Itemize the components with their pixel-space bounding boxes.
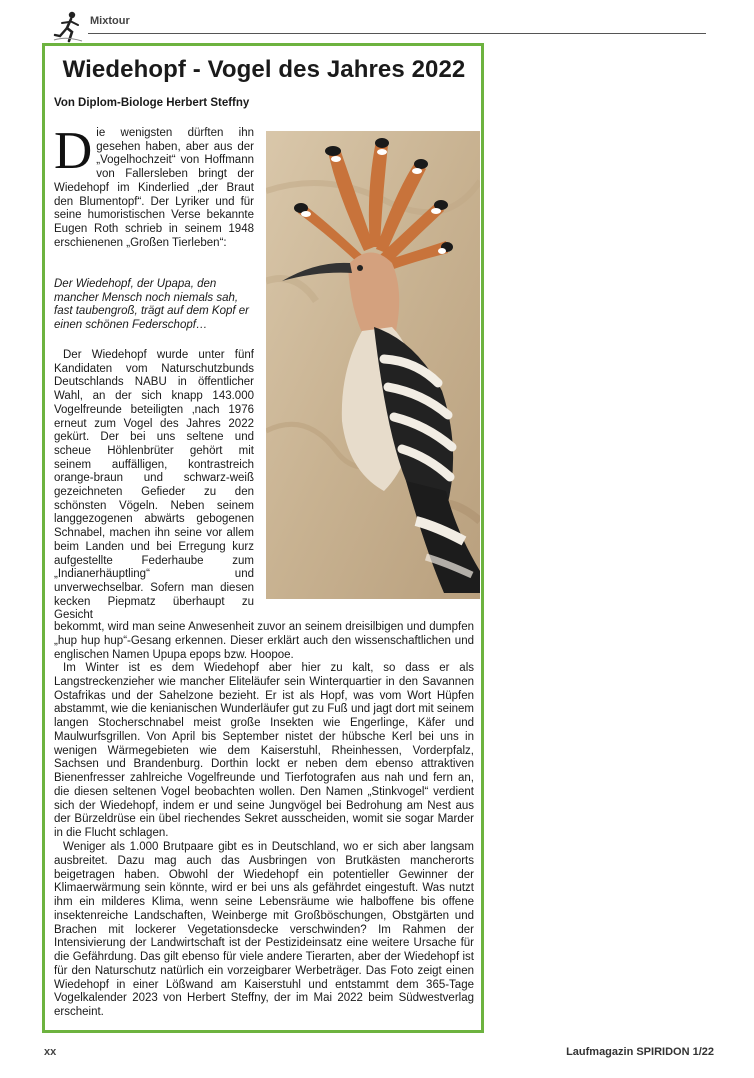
runner-logo-icon: [52, 10, 86, 44]
magazine-issue: Laufmagazin SPIRIDON 1/22: [566, 1046, 714, 1058]
poem-text: Der Wiedehopf, der Upapa, den mancher Mensch noch niemals sah, fast taubengroß, trägt auf dem Kopf er einen schönen Federschopf…: [54, 278, 249, 332]
paragraph-winter: [54, 662, 474, 841]
article-title: Wiedehopf - Vogel des Jahres 2022: [62, 56, 466, 83]
paragraph-brutpaare: [54, 841, 474, 1020]
paragraph-winter-text: Im Winter ist es dem Wiedehopf aber hier zu kalt, so dass er als Langstreckenzieher wie mancher Eliteläufer sein Winterquartier in den Savannen Ostafrikas und der Sahelzone bezieht. Er ist als Hopf, was vom Wort Hüpfen abstammt, wie die kenianischen Wunderläufer gut zu Fuß und jagt dort mit seinem langen Stocherschnabel meist große Insekten wie Engerlinge, Käfer und Maulwurfsgrillen. Von April bis September nistet der hübsche Kerl bei uns in wenigen Wärmegebieten wie dem Kaiserstuhl, Rheinhessen, Vorderpfalz, Sachsen und Brandenburg. Dorthin lockt er neben dem ebenso attraktiven Bienenfresser zahlreiche Vogelfreunde und Tierfotografen aus nah und fern an, die diesen seltenen Vogel beobachten wollen. Den Namen „Stinkvogel“ verdient sich der Wiedehopf, indem er und seine Jungvögel bei Bedrohung am Nest aus der Bürzeldrüse ein übel riechendes Sekret ausscheiden, womit sie sogar Marder in die Flucht schlagen.: [54, 662, 474, 839]
page-number: xx: [44, 1046, 57, 1058]
section-label: Mixtour: [90, 15, 130, 27]
paragraph-nabu-text: Der Wiedehopf wurde unter fünf Kandidaten vom Naturschutzbunds Deutschlands NABU in öffentlicher Wahl, an der sich knapp 143.000 Vogelfreunde beteiligten ‚nach 1976 erneut zum Vogel des Jahres 2022 gekürt. Der bei uns seltene und scheue Höhlenbrüter gehört mit seinem auffälligen, kontrastreich orange-braun und schwarz-weiß gezeichneten Gefieder zu den schönsten Vögeln. Neben seinem langgezogenen abwärts gebogenen Schnabel, machen ihn seine vor allem beim Landen und bei Erregung kurz aufgestellte Federhaube zum „Indianerhäuptling“ und unverwechselbar. Sofern man diesen kecken Piepmatz überhaupt zu Gesicht: [54, 349, 254, 622]
header-rule: [88, 33, 706, 34]
intro-paragraph: [54, 122, 254, 250]
paragraph-nabu-continued-text: bekommt, wird man seine Anwesenheit zuvor an seinem dreisilbigen und dumpfen „hup hup hup“-Gesang erkennen. Dieser erklärt auch den wissenschaftlichen und englischen Namen Upupa epops bzw. Hoopoe.: [54, 621, 474, 661]
paragraph-nabu: [54, 349, 254, 623]
paragraph-brutpaare-text: Weniger als 1.000 Brutpaare gibt es in Deutschland, wo er sich aber langsam ausbreitet. Dazu mag auch das Ausbringen von Brutkästen mancherorts beigetragen haben. Obwohl der Wiedehopf ein potentieller Gewinner der Klimaerwärmung sein könnte, wird er bei uns als gefährdet eingestuft. Was nutzt ihm ein milderes Klima, wenn seine Lebensräume wie halboffene bis offene insektenreiche Landschaften, Weinberge mit Großböschungen, Obstgärten und Brachen mit lockerer Vegetationsdecke verschwinden? Im Rahmen der Intensivierung der Landwirtschaft ist der Pestizideinsatz eine weitere Ursache für die Gefährdung. Das gilt ebenso für viele andere Tierarten, aber der Wiedehopf ist für den Naturschutz natürlich ein vorzeigbarer Werbeträger. Das Foto zeigt einen Wiedehopf in einer Lößwand am Kaiserstuhl und entstammt dem 365-Tage Vogelkalender 2023 von Herbert Steffny, der im Mai 2022 beim Südwestverlag erscheint.: [54, 841, 474, 1018]
drop-cap: D: [54, 122, 93, 180]
paragraph-nabu-continued: [54, 621, 474, 662]
article-byline: Von Diplom-Biologe Herbert Steffny: [54, 97, 250, 109]
poem-quote: [54, 278, 254, 333]
intro-text: ie wenigsten dürften ihn gesehen haben, aber aus der „Vogelhochzeit“ von Hoffmann von Fallersleben bringt der Wiedehopf im Kinderlied „der Braut den Blumentopf“. Der Lyriker und für seine humoristischen Verse bekannte Eugen Roth schrieb in seinem 1948 erschienenen „Großen Tierleben“:: [54, 127, 254, 249]
hoopoe-photo: [266, 131, 480, 599]
